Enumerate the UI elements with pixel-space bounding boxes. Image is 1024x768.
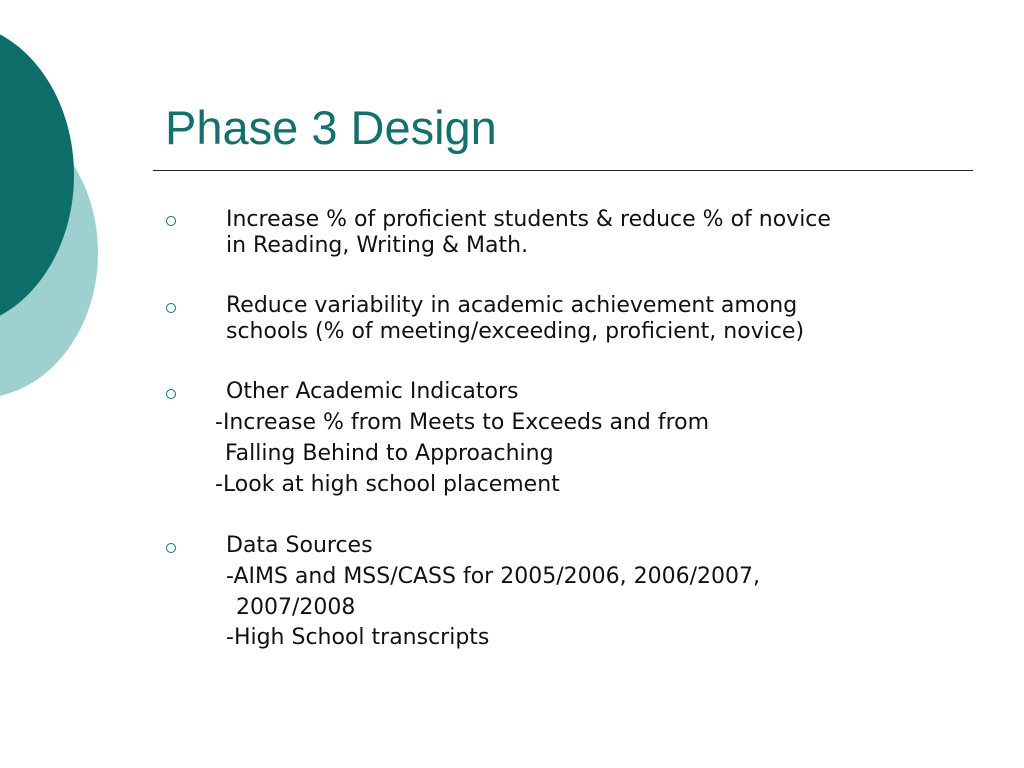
title-divider xyxy=(153,170,973,171)
bullet-2-line-1: Reduce variability in academic achievement among xyxy=(226,293,798,318)
bullet-4-line-3: 2007/2008 xyxy=(236,595,356,620)
bullet-1-line-1: Increase % of proficient students & reduce % of novice xyxy=(226,207,831,232)
slide-title: Phase 3 Design xyxy=(165,101,497,154)
bullet-3-line-3: Falling Behind to Approaching xyxy=(225,441,554,466)
hollow-circle-bullet-icon xyxy=(166,389,176,399)
hollow-circle-bullet-icon xyxy=(166,216,176,226)
bullet-4-line-4: -High School transcripts xyxy=(226,625,490,650)
hollow-circle-bullet-icon xyxy=(166,303,176,313)
bullet-3-line-2: -Increase % from Meets to Exceeds and from xyxy=(215,410,710,435)
hollow-circle-bullet-icon xyxy=(166,543,176,553)
bullet-1-line-2: in Reading, Writing & Math. xyxy=(226,233,529,258)
bullet-4-line-1: Data Sources xyxy=(226,533,373,558)
bullet-3-line-4: -Look at high school placement xyxy=(215,472,560,497)
bullet-2-line-2: schools (% of meeting/exceeding, proficient, novice) xyxy=(226,319,805,344)
bullet-3-line-1: Other Academic Indicators xyxy=(226,379,519,404)
bullet-4-line-2: -AIMS and MSS/CASS for 2005/2006, 2006/2007, xyxy=(226,564,760,589)
